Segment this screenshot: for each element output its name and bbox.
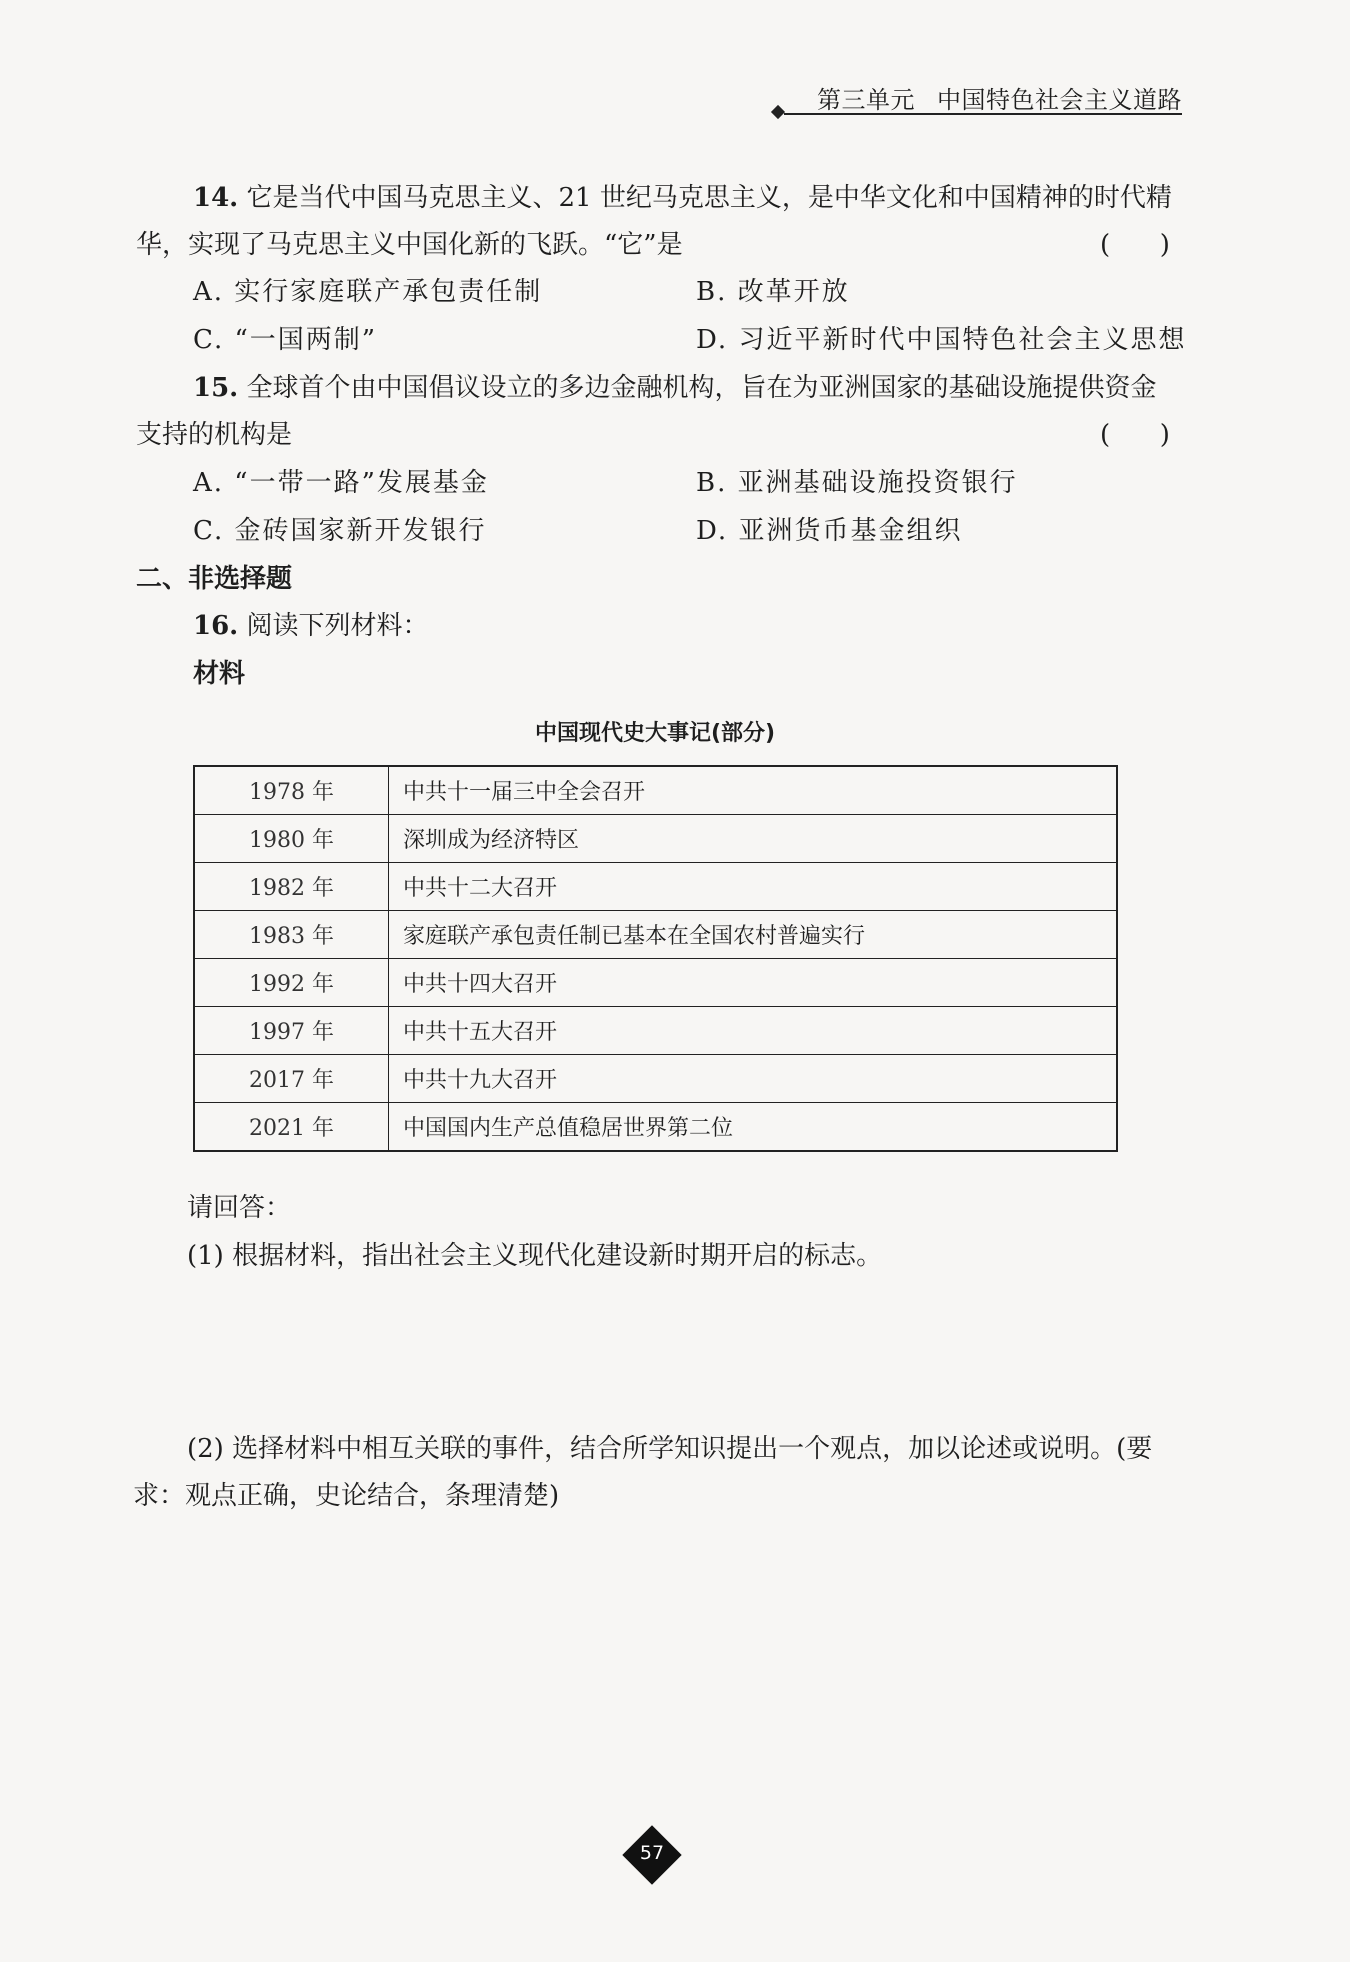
- table-title: 中国现代史大事记(部分): [534, 721, 776, 746]
- q15-option-a: A. “一带一路”发展基金: [193, 468, 489, 498]
- year-cell: 2021 年: [194, 1103, 389, 1152]
- q15-line1: [193, 370, 1157, 406]
- q15-answer-blank: ( ): [1100, 420, 1170, 450]
- year-cell: 1992 年: [194, 959, 389, 1007]
- q14-number: 14.: [193, 183, 239, 213]
- q15-option-d: D. 亚洲货币基金组织: [696, 516, 963, 546]
- diamond-icon: [771, 105, 785, 119]
- header-title: 中国特色社会主义道路: [937, 86, 1182, 114]
- q14-option-d: D. 习近平新时代中国特色社会主义思想: [696, 325, 1187, 355]
- q15-number: 15.: [193, 373, 239, 403]
- page-number: 57: [639, 1842, 665, 1864]
- year-cell: 1982 年: [194, 863, 389, 911]
- q16-number: 16.: [193, 611, 239, 641]
- q16-line1: [193, 608, 429, 644]
- event-cell: 家庭联产承包责任制已基本在全国农村普遍实行: [389, 911, 1118, 959]
- q14-option-c: C. “一国两制”: [193, 325, 378, 355]
- header-text: [817, 80, 1182, 115]
- year-cell: 1983 年: [194, 911, 389, 959]
- table-row: [194, 1007, 1117, 1055]
- table-row: [194, 959, 1117, 1007]
- q15-stem-1: 全球首个由中国倡议设立的多边金融机构，旨在为亚洲国家的基础设施提供资金: [246, 373, 1157, 403]
- event-cell: 中共十一届三中全会召开: [389, 766, 1118, 815]
- table-row: [194, 863, 1117, 911]
- sub-question-2-line2: 求：观点正确，史论结合，条理清楚): [133, 1481, 560, 1511]
- event-cell: 中共十九大召开: [389, 1055, 1118, 1103]
- q15-option-b: B. 亚洲基础设施投资银行: [696, 468, 1018, 498]
- running-header: [770, 80, 1182, 120]
- header-rule: [784, 113, 1182, 115]
- year-cell: 1980 年: [194, 815, 389, 863]
- q14-option-b: B. 改革开放: [696, 277, 850, 307]
- year-cell: 1978 年: [194, 766, 389, 815]
- table-row: [194, 911, 1117, 959]
- sub-question-2-line1: (2) 选择材料中相互关联的事件，结合所学知识提出一个观点，加以论述或说明。(要: [187, 1434, 1153, 1464]
- q14-line2: 华，实现了马克思主义中国化新的飞跃。“它”是: [136, 230, 683, 260]
- year-cell: 1997 年: [194, 1007, 389, 1055]
- q14-option-a: A. 实行家庭联产承包责任制: [193, 277, 543, 307]
- header-unit: 第三单元: [817, 86, 915, 114]
- table-row: [194, 1055, 1117, 1103]
- q16-prompt: 阅读下列材料：: [246, 611, 429, 641]
- q14-stem-1: 它是当代中国马克思主义、21 世纪马克思主义，是中华文化和中国精神的时代精: [246, 183, 1172, 213]
- event-cell: 中共十四大召开: [389, 959, 1118, 1007]
- event-cell: 中共十五大召开: [389, 1007, 1118, 1055]
- answer-label: 请回答：: [187, 1193, 292, 1223]
- table-row: [194, 1103, 1117, 1152]
- event-cell: 深圳成为经济特区: [389, 815, 1118, 863]
- events-table: [193, 765, 1118, 1152]
- event-cell: 中共十二大召开: [389, 863, 1118, 911]
- material-label: 材料: [193, 659, 246, 689]
- event-cell: 中国国内生产总值稳居世界第二位: [389, 1103, 1118, 1152]
- section-title: 二、非选择题: [136, 564, 293, 594]
- table-row: [194, 766, 1117, 815]
- q15-line2: 支持的机构是: [136, 420, 293, 450]
- year-cell: 2017 年: [194, 1055, 389, 1103]
- q14-line1: [193, 180, 1172, 216]
- q15-option-c: C. 金砖国家新开发银行: [193, 516, 487, 546]
- table-row: [194, 815, 1117, 863]
- sub-question-1: (1) 根据材料，指出社会主义现代化建设新时期开启的标志。: [187, 1241, 883, 1271]
- q14-answer-blank: ( ): [1100, 230, 1170, 260]
